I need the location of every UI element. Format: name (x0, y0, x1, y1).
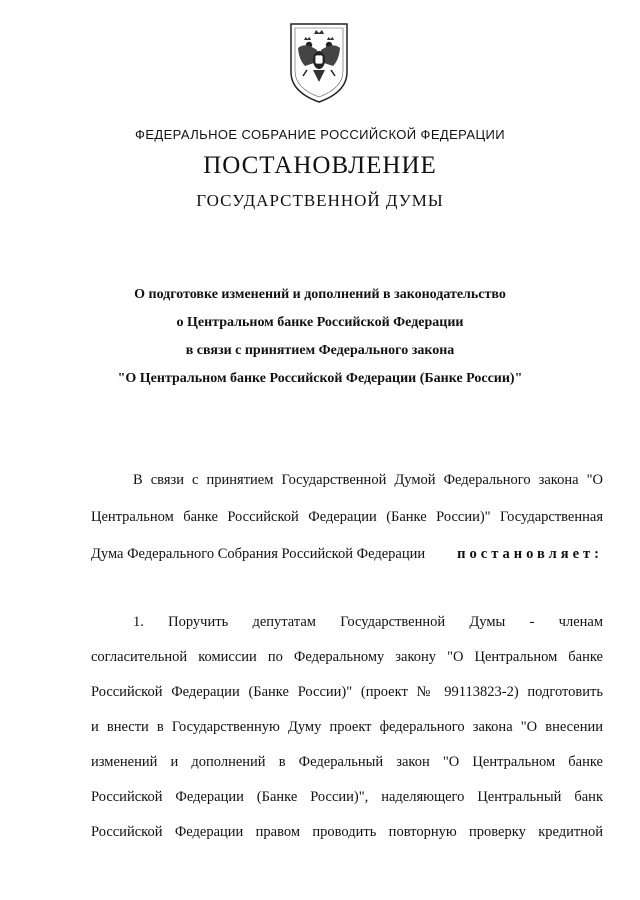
double-headed-eagle-icon (287, 20, 351, 104)
preamble-line-3 (91, 546, 603, 566)
preamble-text: Дума Федерального Собрания Российской Федерации (91, 546, 426, 562)
resolution-keyword: постановляет: (457, 546, 603, 562)
organization-name: ФЕДЕРАЛЬНОЕ СОБРАНИЕ РОССИЙСКОЙ ФЕДЕРАЦИИ (135, 127, 505, 142)
paragraph-line: и внести в Государственную Думу проект федерального закона "О внесении (91, 719, 603, 735)
subject-line: О подготовке изменений и дополнений в законодательство (134, 287, 506, 302)
preamble-line: Центральном банке Российской Федерации (Банке России)" Государственная (91, 509, 603, 525)
subject-line: в связи с принятием Федерального закона (185, 343, 455, 358)
document-issuer: ГОСУДАРСТВЕННОЙ ДУМЫ (196, 191, 444, 210)
paragraph-line: Российской Федерации (Банке России)", наделяющего Центральный банк (91, 789, 603, 805)
subject-line: "О Центральном банке Российской Федерации (Банке России)" (117, 371, 523, 386)
paragraph-line: Российской Федерации (Банке России)" (проект № 99113823-2) подготовить (91, 684, 603, 700)
paragraph-line: Российской Федерации правом проводить повторную проверку кредитной (91, 824, 603, 840)
coat-of-arms-emblem (287, 20, 351, 104)
document-type: ПОСТАНОВЛЕНИЕ (203, 152, 437, 179)
preamble-line: В связи с принятием Государственной Думой Федерального закона "О (133, 472, 603, 488)
document-subject (0, 281, 640, 393)
paragraph-line: 1. Поручить депутатам Государственной Думы - членам (133, 614, 603, 630)
subject-line: о Центральном банке Российской Федерации (176, 315, 464, 330)
paragraph-line: изменений и дополнений в Федеральный закон "О Центральном банке (91, 754, 603, 770)
paragraph-line: согласительной комиссии по Федеральному закону "О Центральном банке (91, 649, 603, 665)
